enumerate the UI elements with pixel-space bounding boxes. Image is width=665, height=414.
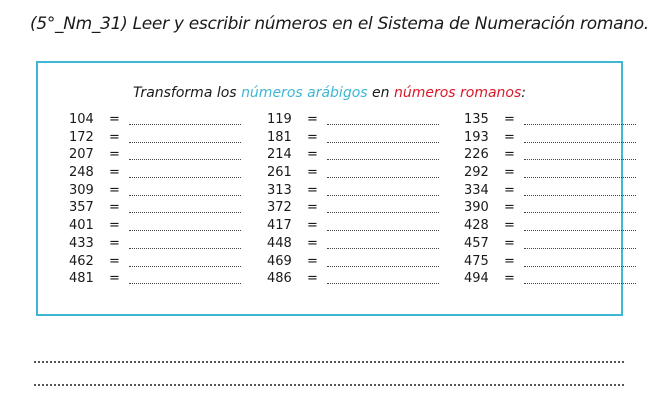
arabic-number: 214	[267, 147, 292, 163]
arabic-number: 448	[267, 235, 292, 251]
arabic-number: 313	[267, 182, 292, 198]
arabic-number: 135	[464, 112, 489, 127]
exercise-row	[464, 112, 634, 130]
answer-blank[interactable]	[327, 283, 439, 284]
exercise-row	[464, 271, 634, 289]
arabic-number: 401	[69, 218, 94, 234]
answer-blank[interactable]	[524, 124, 636, 125]
answer-blank[interactable]	[524, 212, 636, 213]
arabic-number: 119	[267, 112, 292, 127]
equals-sign: =	[504, 218, 515, 234]
exercise-row	[267, 147, 437, 165]
equals-sign: =	[504, 182, 515, 198]
answer-blank[interactable]	[524, 159, 636, 160]
answer-blank[interactable]	[129, 283, 241, 284]
exercise-row	[69, 165, 239, 183]
equals-sign: =	[504, 129, 515, 145]
answer-blank[interactable]	[129, 230, 241, 231]
answer-blank[interactable]	[327, 159, 439, 160]
exercise-column-3	[464, 112, 634, 289]
equals-sign: =	[307, 235, 318, 251]
instruction-part-3: :	[521, 85, 527, 101]
arabic-number: 207	[69, 147, 94, 163]
answer-blank[interactable]	[327, 248, 439, 249]
exercise-row	[267, 271, 437, 289]
equals-sign: =	[109, 218, 120, 234]
exercise-column-1	[69, 112, 239, 289]
answer-blank[interactable]	[129, 266, 241, 267]
arabic-number: 334	[464, 182, 489, 198]
exercise-row	[69, 218, 239, 236]
equals-sign: =	[109, 147, 120, 163]
arabic-number: 248	[69, 165, 94, 181]
arabic-number: 428	[464, 218, 489, 234]
exercise-row	[267, 200, 437, 218]
answer-blank[interactable]	[129, 177, 241, 178]
answer-blank[interactable]	[327, 195, 439, 196]
arabic-number: 181	[267, 129, 292, 145]
exercise-row	[267, 218, 437, 236]
answer-blank[interactable]	[524, 230, 636, 231]
roman-numbers-highlight: números romanos	[393, 85, 522, 101]
exercise-row	[69, 183, 239, 201]
equals-sign: =	[109, 200, 120, 216]
equals-sign: =	[307, 112, 318, 127]
instruction-part-2: en	[367, 85, 394, 101]
arabic-number: 261	[267, 165, 292, 181]
equals-sign: =	[109, 235, 120, 251]
equals-sign: =	[109, 253, 120, 269]
exercise-frame	[36, 61, 623, 316]
arabic-number: 469	[267, 253, 292, 269]
equals-sign: =	[307, 147, 318, 163]
arabic-number: 226	[464, 147, 489, 163]
arabic-number: 357	[69, 200, 94, 216]
exercise-row	[464, 200, 634, 218]
arabic-number: 494	[464, 271, 489, 287]
answer-blank[interactable]	[327, 124, 439, 125]
equals-sign: =	[504, 147, 515, 163]
exercise-row	[464, 165, 634, 183]
exercise-row	[267, 130, 437, 148]
answer-blank[interactable]	[524, 248, 636, 249]
answer-blank[interactable]	[129, 248, 241, 249]
exercise-row	[267, 112, 437, 130]
arabic-number: 433	[69, 235, 94, 251]
equals-sign: =	[109, 271, 120, 287]
answer-blank[interactable]	[129, 142, 241, 143]
arabic-number: 390	[464, 200, 489, 216]
answer-blank[interactable]	[129, 195, 241, 196]
equals-sign: =	[307, 200, 318, 216]
answer-blank[interactable]	[524, 283, 636, 284]
equals-sign: =	[307, 253, 318, 269]
arabic-number: 481	[69, 271, 94, 287]
exercise-column-2	[267, 112, 437, 289]
exercise-row	[69, 236, 239, 254]
exercise-row	[464, 236, 634, 254]
equals-sign: =	[307, 271, 318, 287]
arabic-numbers-highlight: números arábigos	[241, 85, 368, 101]
equals-sign: =	[504, 271, 515, 287]
equals-sign: =	[307, 182, 318, 198]
equals-sign: =	[504, 253, 515, 269]
exercise-row	[69, 130, 239, 148]
arabic-number: 486	[267, 271, 292, 287]
exercise-row	[464, 183, 634, 201]
arabic-number: 104	[69, 112, 94, 127]
arabic-number: 292	[464, 165, 489, 181]
exercise-row	[464, 147, 634, 165]
arabic-number: 372	[267, 200, 292, 216]
equals-sign: =	[307, 218, 318, 234]
arabic-number: 172	[69, 129, 94, 145]
arabic-number: 193	[464, 129, 489, 145]
answer-blank[interactable]	[129, 159, 241, 160]
equals-sign: =	[504, 112, 515, 127]
exercise-row	[464, 218, 634, 236]
equals-sign: =	[504, 165, 515, 181]
exercise-row	[267, 183, 437, 201]
answer-blank[interactable]	[129, 212, 241, 213]
equals-sign: =	[109, 112, 120, 127]
answer-blank[interactable]	[327, 230, 439, 231]
answer-blank[interactable]	[327, 142, 439, 143]
exercise-row	[69, 254, 239, 272]
equals-sign: =	[109, 182, 120, 198]
equals-sign: =	[109, 165, 120, 181]
exercise-row	[69, 147, 239, 165]
equals-sign: =	[307, 165, 318, 181]
arabic-number: 475	[464, 253, 489, 269]
arabic-number: 462	[69, 253, 94, 269]
arabic-number: 309	[69, 182, 94, 198]
answer-blank[interactable]	[524, 177, 636, 178]
answer-blank[interactable]	[524, 195, 636, 196]
equals-sign: =	[504, 200, 515, 216]
bottom-writing-line-1[interactable]	[34, 361, 624, 363]
exercise-row	[464, 130, 634, 148]
bottom-writing-line-2[interactable]	[34, 384, 624, 386]
arabic-number: 457	[464, 235, 489, 251]
answer-blank[interactable]	[327, 177, 439, 178]
answer-blank[interactable]	[129, 124, 241, 125]
arabic-number: 417	[267, 218, 292, 234]
instruction-part-1: Transforma los	[132, 85, 242, 101]
instruction-text	[38, 85, 621, 101]
equals-sign: =	[109, 129, 120, 145]
exercise-row	[69, 112, 239, 130]
equals-sign: =	[504, 235, 515, 251]
exercise-row	[69, 200, 239, 218]
exercise-row	[464, 254, 634, 272]
answer-blank[interactable]	[327, 212, 439, 213]
exercise-row	[267, 165, 437, 183]
exercise-row	[267, 236, 437, 254]
answer-blank[interactable]	[524, 266, 636, 267]
equals-sign: =	[307, 129, 318, 145]
exercise-row	[267, 254, 437, 272]
answer-blank[interactable]	[524, 142, 636, 143]
answer-blank[interactable]	[327, 266, 439, 267]
worksheet-title: (5°_Nm_31) Leer y escribir números en el Sistema de Numeración romano.	[30, 14, 649, 34]
exercise-row	[69, 271, 239, 289]
